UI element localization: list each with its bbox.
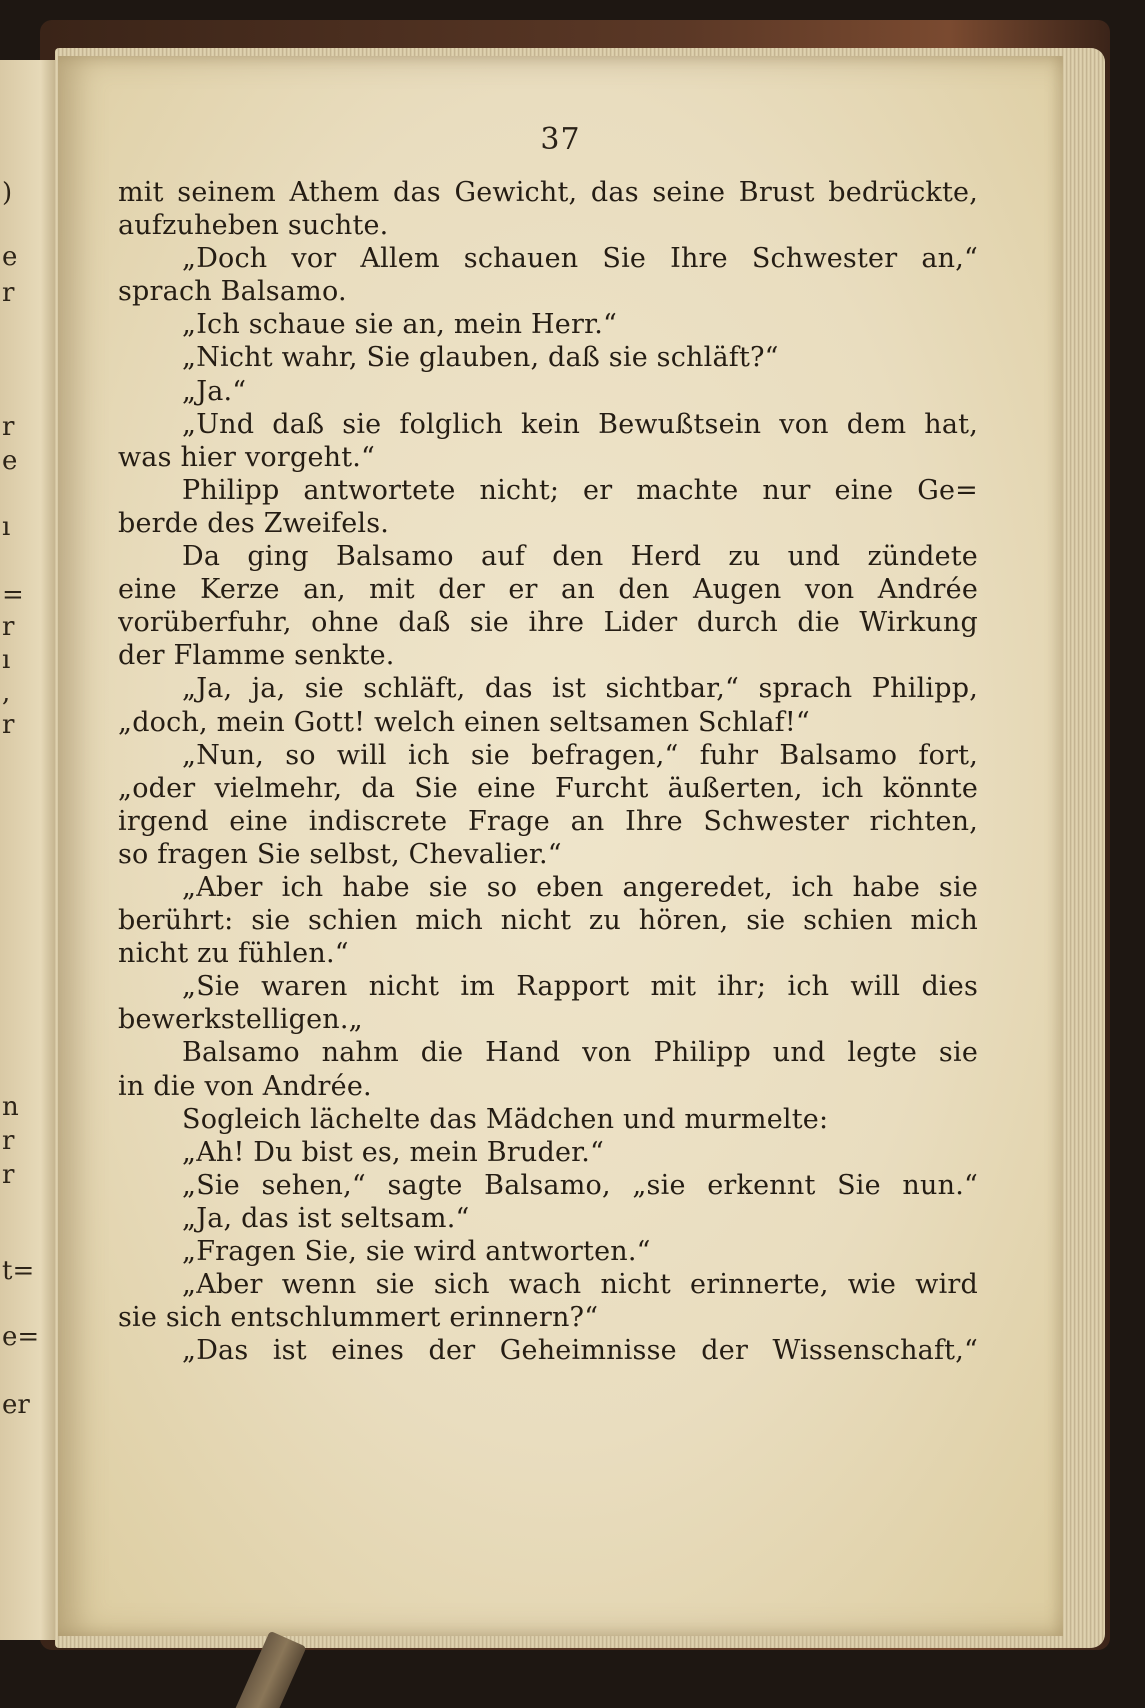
text-line: aufzuheben suchte. — [118, 210, 389, 242]
left-page-fragment: t= — [2, 1256, 35, 1286]
text-line: berührt: sie schien mich nicht zu hören, sie schien mich — [118, 905, 978, 937]
left-page-fragment: r — [2, 1160, 15, 1190]
text-line: „Das ist eines der Geheimnisse der Wissenschaft,“ — [182, 1335, 978, 1367]
text-line: in die von Andrée. — [118, 1070, 372, 1102]
left-page-fragment: , — [2, 678, 11, 708]
left-page-fragment: e — [2, 242, 18, 272]
text-line: sprach Balsamo. — [118, 276, 347, 308]
left-page-fragment: e — [2, 446, 18, 476]
text-line: Balsamo nahm die Hand von Philipp und legte sie — [182, 1037, 978, 1069]
text-line: Sogleich lächelte das Mädchen und murmelte: — [182, 1103, 829, 1135]
text-line: „Und daß sie folglich kein Bewußtsein von dem hat, — [182, 408, 978, 440]
left-page-fragment: r — [2, 710, 15, 740]
left-page-fragment: r — [2, 1126, 15, 1156]
left-page-fragment: r — [2, 612, 15, 642]
text-line: „Ich schaue sie an, mein Herr.“ — [182, 309, 618, 341]
text-line: was hier vorgeht.“ — [118, 441, 376, 473]
text-line: „Sie sehen,“ sagte Balsamo, „sie erkennt Sie nun.“ — [182, 1169, 978, 1201]
left-page-fragment: ı — [2, 645, 11, 675]
text-line: nicht zu fühlen.“ — [118, 938, 349, 970]
left-page-fragment: ) — [2, 178, 13, 208]
left-page-fragment: r — [2, 412, 15, 442]
left-page-fragment: er — [2, 1390, 30, 1420]
text-line: „Sie waren nicht im Rapport mit ihr; ich will dies — [182, 971, 978, 1003]
left-page-fragment: = — [2, 580, 24, 610]
left-page-fragment: r — [2, 278, 15, 308]
text-line: „Doch vor Allem schauen Sie Ihre Schwester an,“ — [182, 243, 978, 275]
text-line: mit seinem Athem das Gewicht, das seine Brust bedrückte, — [118, 177, 978, 208]
page-number: 37 — [540, 122, 581, 157]
text-line: der Flamme senkte. — [118, 640, 395, 672]
text-line: „Nun, so will ich sie befragen,“ fuhr Balsamo fort, — [182, 739, 978, 771]
text-line: berde des Zweifels. — [118, 507, 390, 539]
text-line: „Ja, ja, sie schläft, das ist sichtbar,“ sprach Philipp, — [182, 673, 978, 705]
text-line: bewerkstelligen.„ — [118, 1004, 363, 1036]
text-line: vorüberfuhr, ohne daß sie ihre Lider durch die Wirkung — [118, 607, 978, 639]
left-page-fragment: n — [2, 1092, 19, 1122]
text-line: Da ging Balsamo auf den Herd zu und zündete — [182, 541, 978, 573]
text-line: „Ah! Du bist es, mein Bruder.“ — [182, 1136, 605, 1168]
text-line: so fragen Sie selbst, Chevalier.“ — [118, 838, 562, 870]
book-page — [58, 56, 1063, 1636]
text-line: „Fragen Sie, sie wird antworten.“ — [182, 1236, 651, 1267]
text-line: „Ja.“ — [182, 375, 247, 407]
text-line: Philipp antwortete nicht; er machte nur eine Ge= — [182, 474, 978, 506]
text-line: „doch, mein Gott! welch einen seltsamen Schlaf!“ — [118, 706, 810, 738]
text-line: „oder vielmehr, da Sie eine Furcht äußerten, ich könnte — [118, 772, 978, 804]
page-text — [118, 176, 978, 1367]
left-page-edge — [0, 60, 60, 1640]
text-line: „Ja, das ist seltsam.“ — [182, 1202, 470, 1234]
text-line: „Nicht wahr, Sie glauben, daß sie schläft?“ — [182, 342, 779, 374]
text-line: „Aber ich habe sie so eben angeredet, ich habe sie — [182, 871, 978, 903]
text-line: „Aber wenn sie sich wach nicht erinnerte, wie wird — [182, 1269, 978, 1301]
text-line: eine Kerze an, mit der er an den Augen von Andrée — [118, 574, 978, 606]
left-page-fragment: e= — [2, 1322, 40, 1352]
text-line: sie sich entschlummert erinnern?“ — [118, 1302, 599, 1334]
text-line: irgend eine indiscrete Frage an Ihre Schwester richten, — [118, 805, 978, 837]
left-page-fragment: ı — [2, 512, 11, 542]
